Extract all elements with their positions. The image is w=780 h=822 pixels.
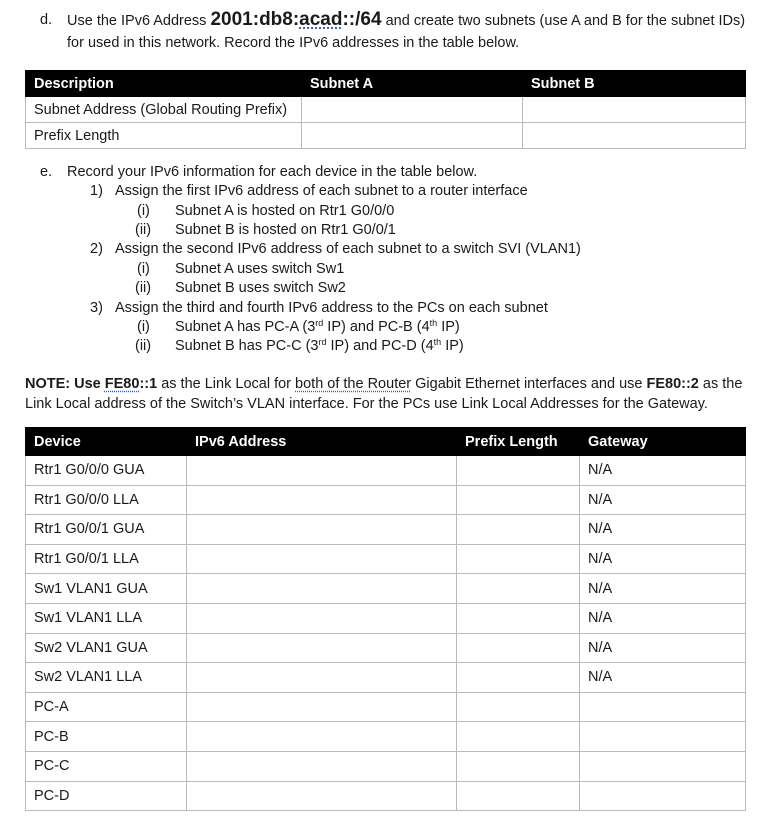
header-subnet-b: Subnet B <box>523 71 746 97</box>
prefix-length-cell[interactable] <box>457 456 580 486</box>
prefix-length-cell[interactable] <box>457 633 580 663</box>
table-row <box>26 456 746 486</box>
ipv6-address-cell[interactable] <box>187 603 457 633</box>
step-d-letter: d. <box>40 12 53 28</box>
step-d-text-after: and create two subnets (use A and B for the subnet IDs) for used in this network. Record the IPv6 addresses in the table below. <box>67 13 746 51</box>
note-text-underlined: both of the Router <box>295 376 412 392</box>
prefix-length-cell[interactable] <box>457 781 580 811</box>
ipv6-address-part3: ::/64 <box>342 9 382 30</box>
header-gateway: Gateway <box>580 428 746 456</box>
ipv6-address-part1: 2001:db8: <box>210 9 300 30</box>
item-number: 3) <box>90 300 103 316</box>
fe80-link-local-2: FE80::2 <box>646 376 699 392</box>
device-table <box>25 427 746 811</box>
note-text: Gigabit Ethernet interfaces and use <box>415 376 643 392</box>
subnet-table-header <box>26 71 746 97</box>
gateway-cell: N/A <box>580 544 746 574</box>
sub-item-number: (ii) <box>135 280 152 296</box>
prefix-length-cell[interactable] <box>457 663 580 693</box>
subnet-table <box>25 70 746 149</box>
note-text: as the Link Local for <box>161 376 291 392</box>
gateway-cell[interactable] <box>580 751 746 781</box>
device-table-header <box>26 428 746 456</box>
prefix-length-cell[interactable] <box>457 722 580 752</box>
gateway-cell[interactable] <box>580 692 746 722</box>
table-row <box>26 781 746 811</box>
gateway-cell: N/A <box>580 456 746 486</box>
step-d-text-before: Use the IPv6 Address <box>67 13 207 29</box>
gateway-cell: N/A <box>580 603 746 633</box>
subnet-b-address-cell[interactable] <box>523 97 746 123</box>
device-cell: Rtr1 G0/0/1 GUA <box>26 515 187 545</box>
prefix-length-cell[interactable] <box>457 485 580 515</box>
ipv6-address-cell[interactable] <box>187 722 457 752</box>
step-e-intro: Record your IPv6 information for each device in the table below. <box>67 164 478 180</box>
device-cell: Sw1 VLAN1 LLA <box>26 603 187 633</box>
sub-item-number: (i) <box>137 203 150 219</box>
fe80-link-local-1: FE80::1 <box>104 376 158 392</box>
header-device: Device <box>26 428 187 456</box>
ipv6-address-part2: acad <box>299 9 343 30</box>
prefix-length-cell[interactable] <box>457 544 580 574</box>
ipv6-address <box>210 9 381 30</box>
device-cell: Sw2 VLAN1 LLA <box>26 663 187 693</box>
item-text: Assign the second IPv6 address of each subnet to a switch SVI (VLAN1) <box>115 241 581 257</box>
sub-item-text: Subnet A is hosted on Rtr1 G0/0/0 <box>175 203 395 219</box>
device-cell: PC-D <box>26 781 187 811</box>
device-cell: PC-C <box>26 751 187 781</box>
header-description: Description <box>26 71 302 97</box>
note-paragraph <box>25 374 755 414</box>
gateway-cell: N/A <box>580 574 746 604</box>
subnet-a-prefix-cell[interactable] <box>302 123 523 149</box>
device-cell: PC-B <box>26 722 187 752</box>
gateway-cell[interactable] <box>580 781 746 811</box>
ipv6-address-cell[interactable] <box>187 663 457 693</box>
table-row <box>26 97 746 123</box>
item-number: 1) <box>90 183 103 199</box>
table-row <box>26 574 746 604</box>
sub-item-text: Subnet B is hosted on Rtr1 G0/0/1 <box>175 222 396 238</box>
prefix-length-cell[interactable] <box>457 603 580 633</box>
device-cell: Sw2 VLAN1 GUA <box>26 633 187 663</box>
device-cell: Rtr1 G0/0/0 GUA <box>26 456 187 486</box>
table-row <box>26 722 746 752</box>
sub-item-number: (i) <box>137 319 150 335</box>
ipv6-address-cell[interactable] <box>187 751 457 781</box>
subnet-a-address-cell[interactable] <box>302 97 523 123</box>
table-row <box>26 751 746 781</box>
ipv6-address-cell[interactable] <box>187 633 457 663</box>
ipv6-address-cell[interactable] <box>187 485 457 515</box>
header-subnet-a: Subnet A <box>302 71 523 97</box>
item-text: Assign the first IPv6 address of each subnet to a router interface <box>115 183 528 199</box>
table-row <box>26 544 746 574</box>
sub-item-number: (i) <box>137 261 150 277</box>
note-text: as the Link Local address of the Switch’s VLAN interface. For the PCs use Link Local Addresses for the Gateway. <box>25 376 743 412</box>
device-cell: Rtr1 G0/0/1 LLA <box>26 544 187 574</box>
gateway-cell: N/A <box>580 485 746 515</box>
prefix-length-cell[interactable] <box>457 751 580 781</box>
table-row <box>26 692 746 722</box>
step-d-text <box>67 9 760 54</box>
sub-item-text: Subnet B uses switch Sw2 <box>175 280 346 296</box>
ipv6-address-cell[interactable] <box>187 544 457 574</box>
prefix-length-cell[interactable] <box>457 692 580 722</box>
row-label: Subnet Address (Global Routing Prefix) <box>26 97 302 123</box>
ipv6-address-cell[interactable] <box>187 692 457 722</box>
gateway-cell: N/A <box>580 633 746 663</box>
sub-item-text: Subnet A uses switch Sw1 <box>175 261 345 277</box>
gateway-cell[interactable] <box>580 722 746 752</box>
table-row <box>26 485 746 515</box>
sub-item-text: Subnet B has PC-C (3rd IP) and PC-D (4th IP) <box>175 337 464 354</box>
note-label: NOTE: Use <box>25 376 101 392</box>
ipv6-address-cell[interactable] <box>187 515 457 545</box>
table-row <box>26 515 746 545</box>
sub-item-text: Subnet A has PC-A (3rd IP) and PC-B (4th IP) <box>175 318 460 335</box>
table-row <box>26 603 746 633</box>
step-d <box>40 9 760 54</box>
header-prefix-length: Prefix Length <box>457 428 580 456</box>
item-number: 2) <box>90 241 103 257</box>
device-cell: PC-A <box>26 692 187 722</box>
device-cell: Rtr1 G0/0/0 LLA <box>26 485 187 515</box>
sub-item-number: (ii) <box>135 222 152 238</box>
step-e-letter: e. <box>40 164 53 180</box>
gateway-cell: N/A <box>580 663 746 693</box>
ipv6-address-cell[interactable] <box>187 781 457 811</box>
gateway-cell: N/A <box>580 515 746 545</box>
prefix-length-cell[interactable] <box>457 574 580 604</box>
ipv6-address-cell[interactable] <box>187 456 457 486</box>
row-label: Prefix Length <box>26 123 302 149</box>
ipv6-address-cell[interactable] <box>187 574 457 604</box>
device-cell: Sw1 VLAN1 GUA <box>26 574 187 604</box>
table-row <box>26 663 746 693</box>
header-ipv6-address: IPv6 Address <box>187 428 457 456</box>
prefix-length-cell[interactable] <box>457 515 580 545</box>
sub-item-number: (ii) <box>135 338 152 354</box>
item-text: Assign the third and fourth IPv6 address to the PCs on each subnet <box>115 300 548 316</box>
table-row <box>26 123 746 149</box>
subnet-b-prefix-cell[interactable] <box>523 123 746 149</box>
table-row <box>26 633 746 663</box>
